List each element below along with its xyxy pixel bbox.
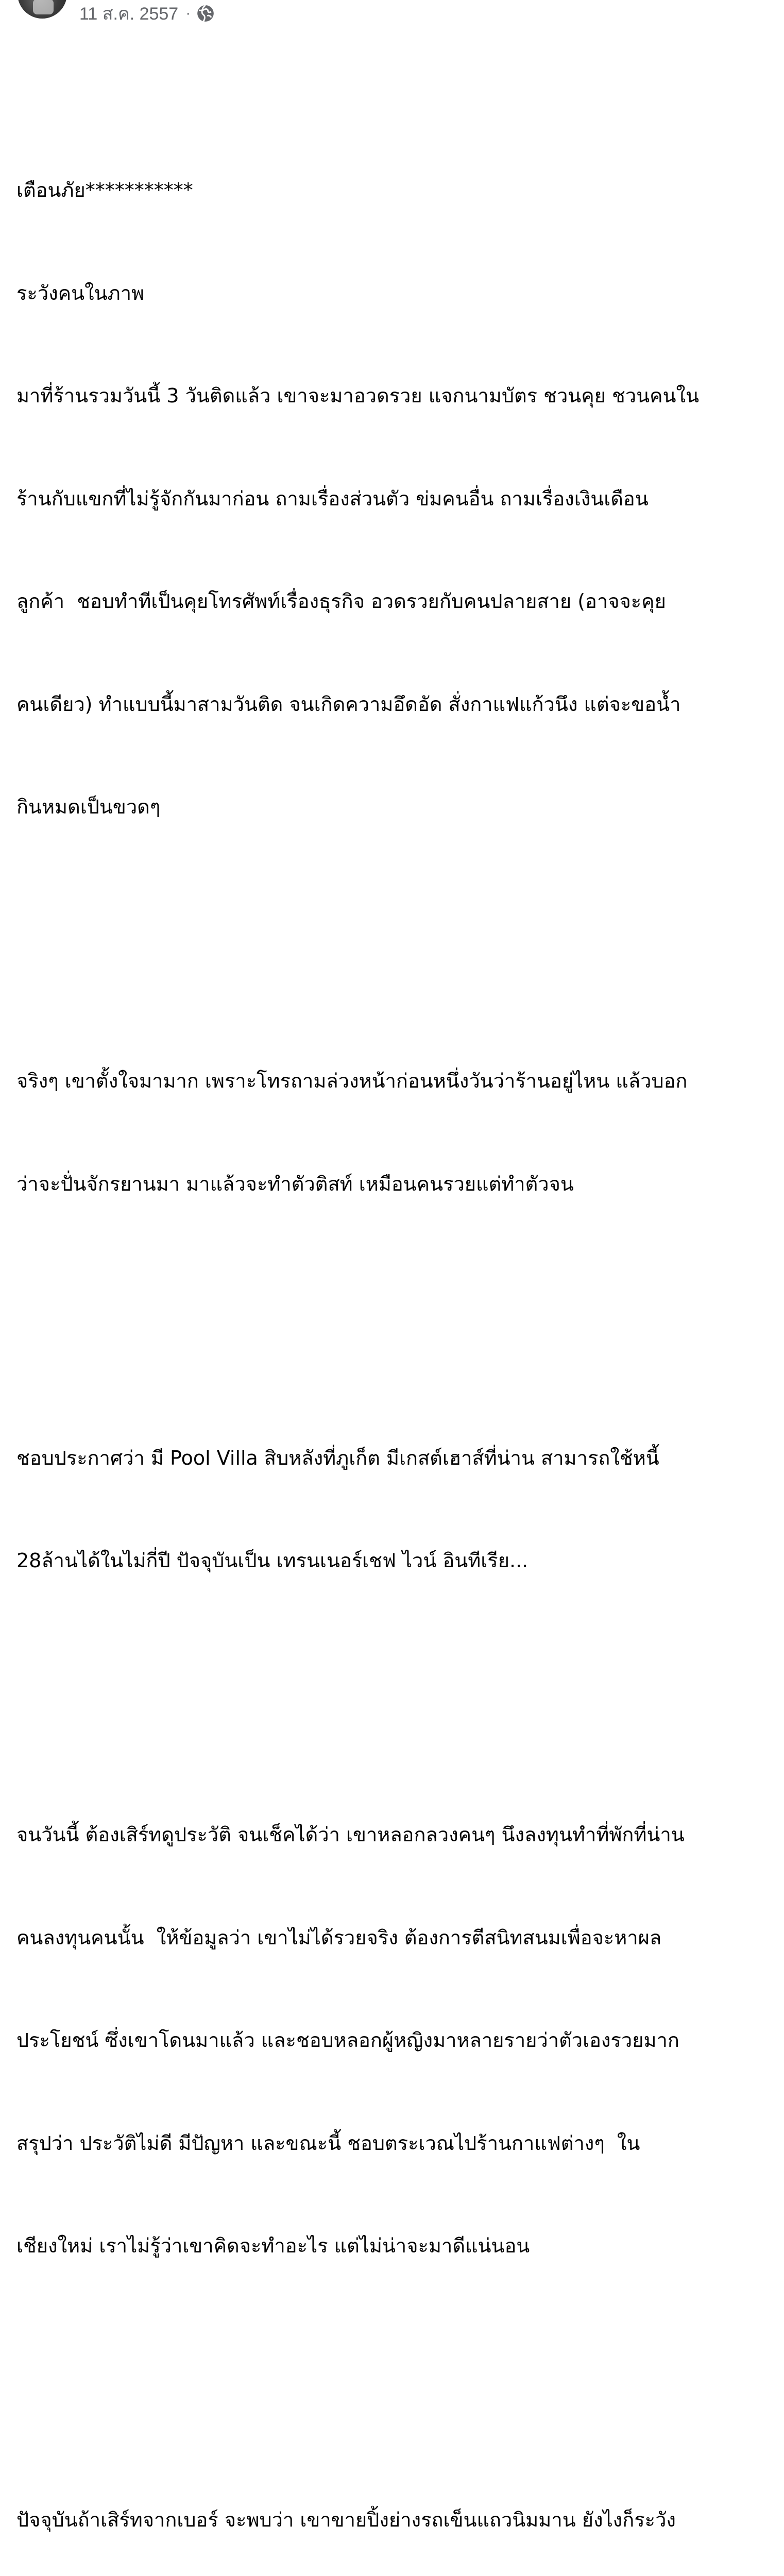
post-date[interactable]: 11 ส.ค. 2557 bbox=[79, 4, 179, 24]
text-line: เชียงใหม่ เราไม่รู้ว่าเขาคิดจะทำอะไร แต่ไม่น่าจะมาดีแน่นอน bbox=[16, 2234, 530, 2257]
text-line: ปัจจุบันถ้าเสิร์ทจากเบอร์ จะพบว่า เขาขายปิ้งย่างรถเข็นแถวนิมมาน ยังไงก็ระวัง bbox=[16, 2509, 676, 2531]
text-line: ชอบประกาศว่า มี Pool Villa สิบหลังที่ภูเก็ต มีเกสต์เฮาส์ที่น่าน สามารถใช้หนี้ bbox=[16, 1446, 659, 1469]
paragraph-2 bbox=[16, 995, 779, 1269]
paragraph-1 bbox=[16, 105, 779, 893]
text-line: คนเดียว) ทำแบบนี้มาสามวันติด จนเกิดความอึดอัด สั่งกาแฟแก้วนึง แต่จะขอน้ำ bbox=[16, 692, 681, 716]
text-line: มาที่ร้านรวมวันนี้ 3 วันติดแล้ว เขาจะมาอวดรวย แจกนามบัตร ชวนคุย ชวนคนใน bbox=[16, 384, 700, 407]
paragraph-4 bbox=[16, 1749, 779, 2332]
text-line: ร้านกับแขกที่ไม่รู้จักกันมาก่อน ถามเรื่องส่วนตัว ข่มคนอื่น ถามเรื่องเงินเดือน bbox=[16, 487, 649, 510]
globe-icon[interactable] bbox=[196, 4, 215, 23]
text-line: ลูกค้า ชอบทำทีเป็นคุยโทรศัพท์เรื่องธุรกิจ อวดรวยกับคนปลายสาย (อาจจะคุย bbox=[16, 590, 666, 613]
text-line: 28ล้านได้ในไม่กี่ปี ปัจจุบันเป็น เทรนเนอร์เชฟ ไวน์ อินทีเรีย... bbox=[16, 1549, 529, 1572]
text-line: จริงๆ เขาตั้งใจมามาก เพราะโทรถามล่วงหน้าก่อนหนึ่งวันว่าร้านอยู่ไหน แล้วบอก bbox=[16, 1070, 688, 1092]
paragraph-3 bbox=[16, 1372, 779, 1647]
post-text bbox=[16, 36, 779, 2576]
text-line: กินหมดเป็นขวดๆ bbox=[16, 795, 161, 818]
text-line: ประโยชน์ ซึ่งเขาโดนมาแล้ว และชอบหลอกผู้หญิงมาหลายรายว่าตัวเองรวยมาก bbox=[16, 2029, 679, 2052]
text-line: คนลงทุนคนนั้น ให้ข้อมูลว่า เขาไม่ได้รวยจริง ต้องการตีสนิทสนมเพื่อจะหาผล bbox=[16, 1926, 662, 1949]
post-header bbox=[0, 0, 784, 26]
text-line: จนวันนี้ ต้องเสิร์ทดูประวัติ จนเช็คได้ว่า เขาหลอกลวงคนๆ นึงลงทุนทำที่พักที่น่าน bbox=[16, 1823, 685, 1846]
paragraph-5 bbox=[16, 2434, 779, 2576]
text-line: ว่าจะปั่นจักรยานมา มาแล้วจะทำตัวติสท์ เหมือนคนรวยแต่ทำตัวจน bbox=[16, 1172, 574, 1195]
text-line: เตือนภัย*********** bbox=[16, 179, 193, 201]
text-line: ระวังคนในภาพ bbox=[16, 281, 145, 304]
text-line: สรุปว่า ประวัติไม่ดี มีปัญหา และขณะนี้ ชอบตระเวณไปร้านกาแฟต่างๆ ใน bbox=[16, 2131, 640, 2155]
avatar[interactable] bbox=[18, 0, 67, 19]
post-meta bbox=[79, 2, 215, 25]
meta-separator: · bbox=[185, 5, 191, 22]
